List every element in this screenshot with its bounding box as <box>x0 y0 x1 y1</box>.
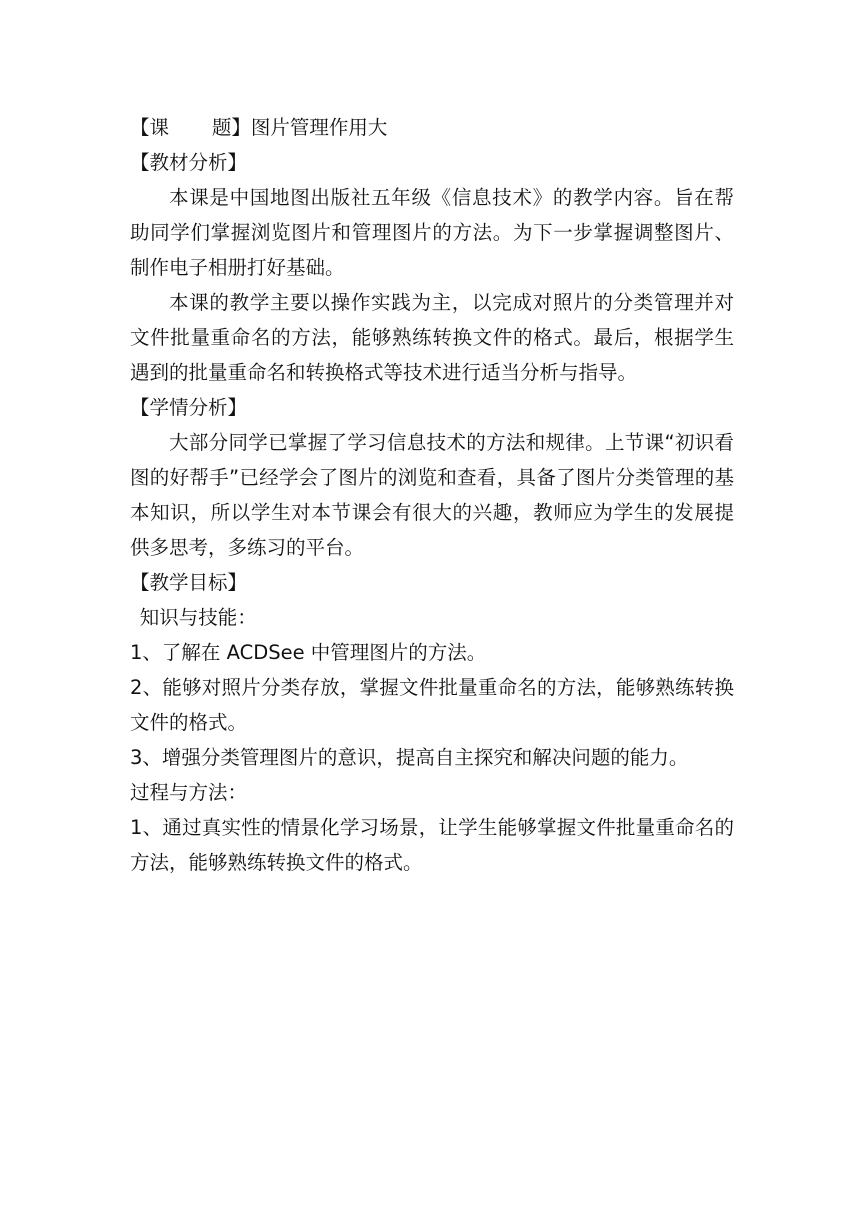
lesson-title-open: 【课 <box>130 116 170 139</box>
section-heading-teaching-goals: 【教学目标】 <box>130 571 248 594</box>
student-analysis-paragraph-1: 大部分同学已掌握了学习信息技术的方法和规律。上节课“初识看图的好帮手”已经学会了图片的浏览和查看，具备了图片分类管理的基本知识，所以学生对本节课会有很大的兴趣，教师应为学生的发展提供多思考，多练习的平台。 <box>130 431 734 559</box>
lesson-title-text: 图片管理作用大 <box>250 116 388 139</box>
knowledge-skills-label: 知识与技能： <box>139 606 257 629</box>
process-method-label: 过程与方法： <box>130 781 248 804</box>
textbook-analysis-paragraph-1: 本课是中国地图出版社五年级《信息技术》的教学内容。旨在帮助同学们掌握浏览图片和管理图片的方法。为下一步掌握调整图片、制作电子相册打好基础。 <box>130 186 734 279</box>
document-body <box>130 110 734 880</box>
section-heading-textbook-analysis: 【教材分析】 <box>130 151 248 174</box>
process-item-1: 1、通过真实性的情景化学习场景，让学生能够掌握文件批量重命名的方法，能够熟练转换文件的格式。 <box>130 816 734 874</box>
textbook-analysis-paragraph-2: 本课的教学主要以操作实践为主，以完成对照片的分类管理并对文件批量重命名的方法，能够熟练转换文件的格式。最后，根据学生遇到的批量重命名和转换格式等技术进行适当分析与指导。 <box>130 291 734 384</box>
section-heading-student-analysis: 【学情分析】 <box>130 396 248 419</box>
lesson-title-line <box>130 110 734 145</box>
knowledge-item-2: 2、能够对照片分类存放，掌握文件批量重命名的方法，能够熟练转换文件的格式。 <box>130 676 734 734</box>
knowledge-item-3: 3、增强分类管理图片的意识，提高自主探究和解决问题的能力。 <box>130 746 689 769</box>
knowledge-item-1: 1、了解在 ACDSee 中管理图片的方法。 <box>130 641 487 664</box>
lesson-title-close: 题】 <box>211 116 251 139</box>
